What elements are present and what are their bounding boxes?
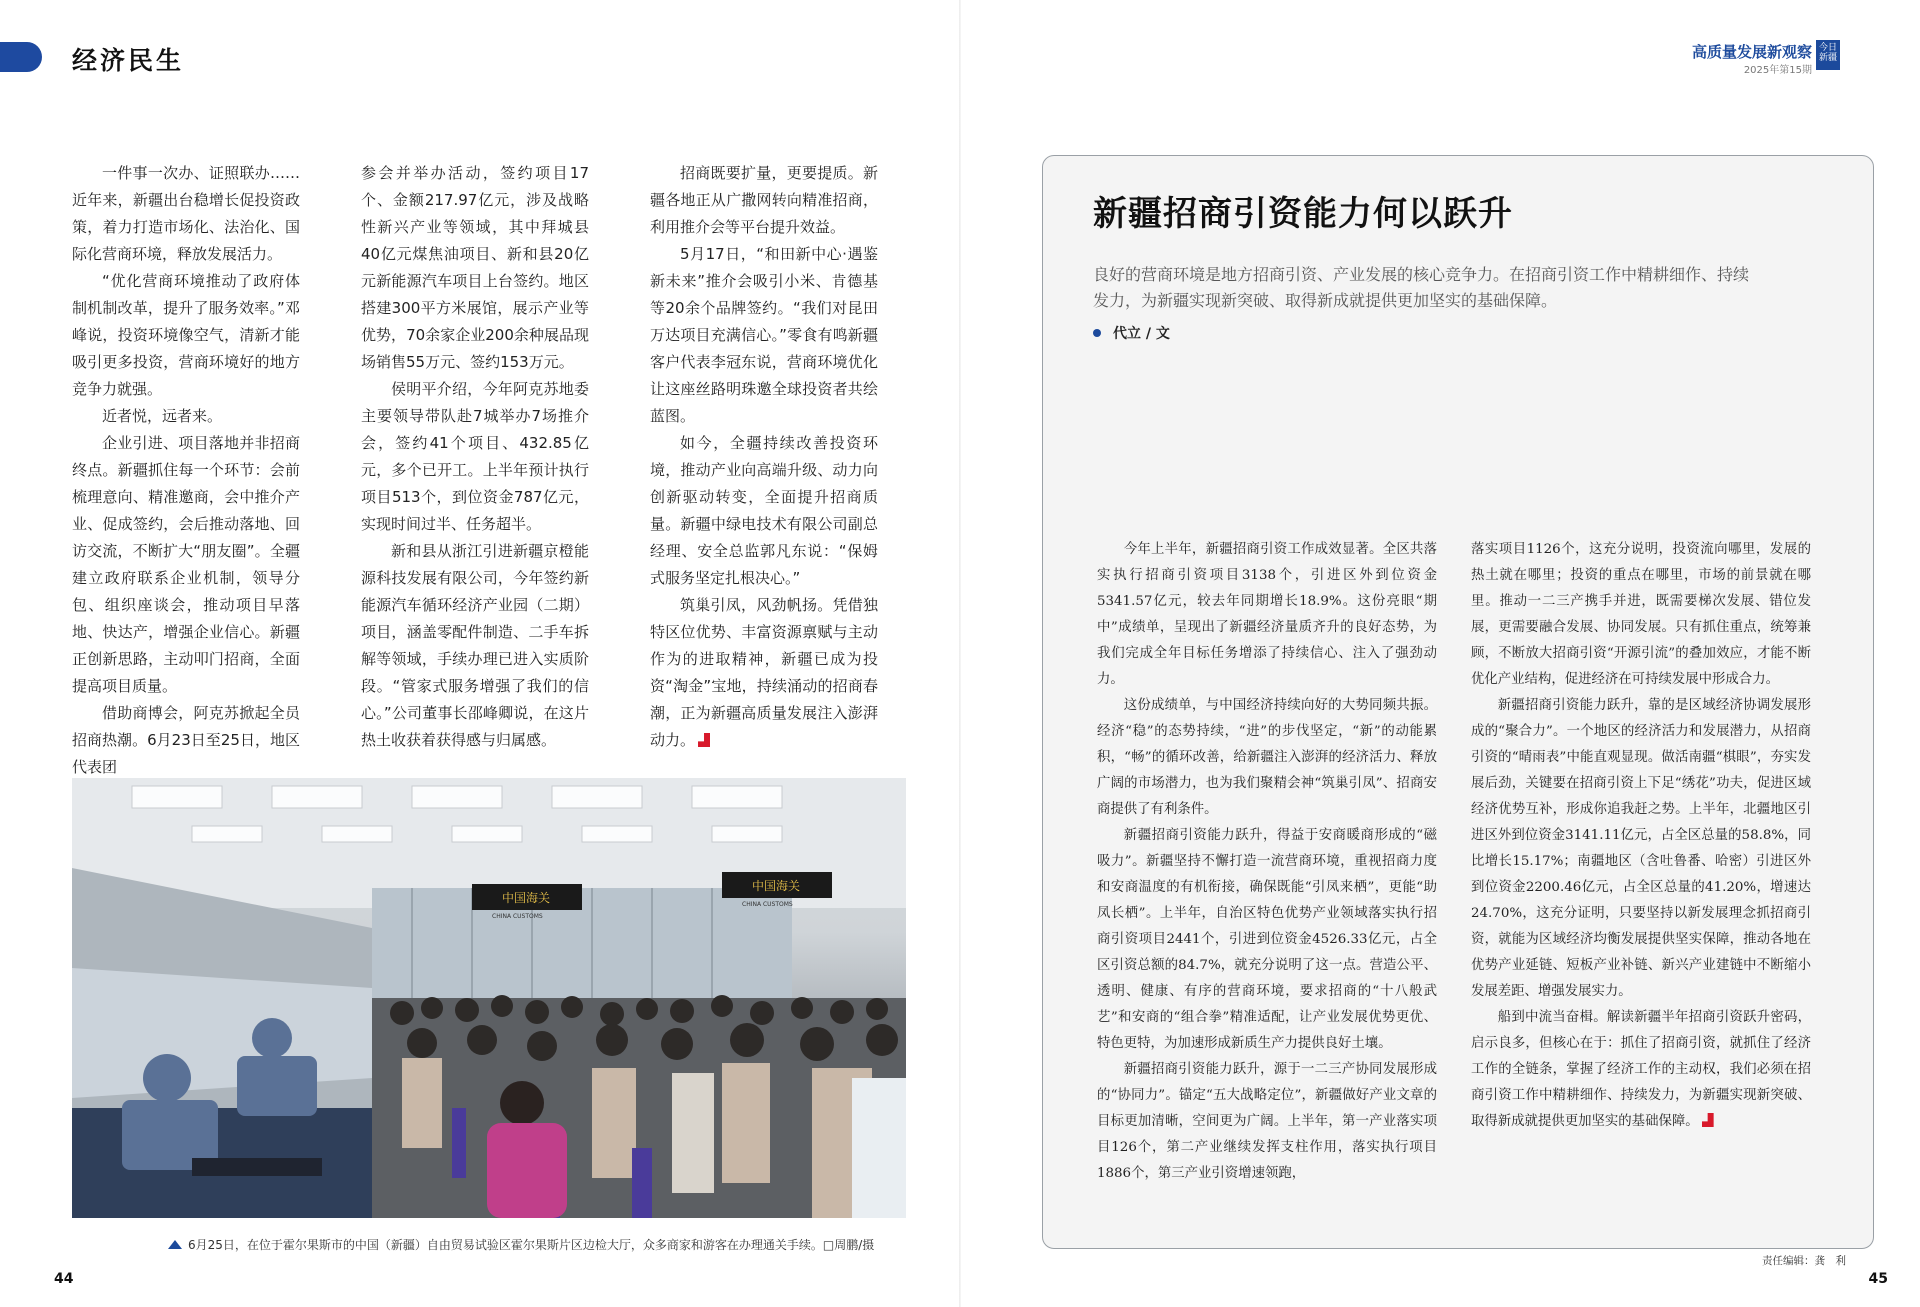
left-column-3 [650,160,878,754]
magazine-logo [1816,40,1840,70]
customs-sign-1-en: CHINA CUSTOMS [492,913,543,920]
end-mark-icon [698,733,710,747]
customs-sign-1: 中国海关 [502,891,551,905]
page-number-right: 45 [1868,1271,1888,1287]
left-column-2 [361,160,589,754]
paragraph: 新疆招商引资能力跃升，靠的是区域经济协调发展形成的“聚合力”。一个地区的经济活力和发展潜力，从招商引资的“晴雨表”中能直观显现。做活南疆“棋眼”，夯实发展后劲，关键要在招商引资上下足“绣花”功夫，促进区域经济优势互补，形成你追我赶之势。上半年，北疆地区引进区外到位资金3141.11亿元，占全区总量的58.8%，同比增长15.17%；南疆地区（含吐鲁番、哈密）引进区外到位资金2200.46亿元，占全区总量的41.20%，增速达24.70%，这充分证明，只要坚持以新发展理念抓招商引资，就能为区域经济均衡发展提供坚实保障，推动各地在优势产业延链、短板产业补链、新兴产业建链中不断缩小发展差距、增强发展实力。 [1471,698,1811,999]
series-header [1680,38,1840,76]
paragraph: 侯明平介绍，今年阿克苏地委主要领导带队赴7城举办7场推介会，签约41个项目、432.85亿元，多个已开工。上半年预计执行项目513个，到位资金787亿元，实现时间过半、任务超半。 [361,380,589,533]
paragraph: 新疆招商引资能力跃升，源于一二三产协同发展形成的“协同力”。锚定“五大战略定位”，新疆做好产业文章的目标更加清晰，空间更为广阔。上半年，第一产业落实项目126个，第二产业继续发挥支柱作用，落实执行项目1886个，第三产业引资增速领跑， [1097,1062,1437,1181]
logo-line-1: 今日 [1818,43,1837,53]
series-title: 高质量发展新观察 [1691,43,1812,61]
left-column-1 [72,160,300,781]
page-fold [959,0,961,1307]
customs-sign-2: 中国海关 [752,879,801,893]
bullet-dot-icon [1093,329,1101,337]
article-column-1 [1097,537,1437,1187]
paragraph: 今年上半年，新疆招商引资工作成效显著。全区共落实执行招商引资项目3138个，引进区外到位资金5341.57亿元，较去年同期增长18.9%。这份亮眼“期中”成绩单，呈现出了新疆经济量质齐升的良好态势，为我们完成全年目标任务增添了持续信心、注入了强劲动力。 [1097,542,1437,687]
byline-text: 代立 / 文 [1113,326,1170,342]
paragraph: 如今，全疆持续改善投资环境，推动产业向高端升级、动力向创新驱动转变，全面提升招商质量。新疆中绿电技术有限公司副总经理、安全总监郭凡东说：“保姆式服务坚定扎根决心。” [650,434,878,587]
section-tab-marker [0,42,42,72]
issue-number: 2025年第15期 [1743,65,1812,76]
paragraph-text: 筑巢引凤，风劲帆扬。凭借独特区位优势、丰富资源禀赋与主动作为的进取精神，新疆已成为投资“淘金”宝地，持续涌动的招商春潮，正为新疆高质量发展注入澎湃动力。 [650,596,878,749]
paragraph: 落实项目1126个，这充分说明，投资流向哪里，发展的热土就在哪里；投资的重点在哪里，市场的前景就在哪里。推动一二三产携手并进，既需要梯次发展、错位发展，更需要融合发展、协同发展。只有抓住重点，统筹兼顾，不断放大招商引资“开源引流”的叠加效应，才能不断优化产业结构，促进经济在可持续发展中形成合力。 [1471,542,1811,687]
paragraph: 新和县从浙江引进新疆京橙能源科技发展有限公司，今年签约新能源汽车循环经济产业园（二期）项目，涵盖零配件制造、二手车拆解等领域，手续办理已进入实质阶段。“管家式服务增强了我们的信心。”公司董事长邵峰卿说，在这片热土收获着获得感与归属感。 [361,542,589,749]
photo-caption: 6月25日，在位于霍尔果斯市的中国（新疆）自由贸易试验区霍尔果斯片区边检大厅，众多商家和游客在办理通关手续。□周鹏/摄 [188,1238,875,1252]
paragraph: 近者悦，远者来。 [102,407,223,425]
article-lead: 良好的营商环境是地方招商引资、产业发展的核心竞争力。在招商引资工作中精耕细作、持续发力，为新疆实现新突破、取得新成就提供更加坚实的基础保障。 [1093,265,1750,310]
article-title: 新疆招商引资能力何以跃升 [1093,194,1513,234]
page-number-left: 44 [54,1271,74,1287]
end-mark-icon [1702,1113,1714,1127]
responsible-editor: 责任编辑：龚 利 [1762,1255,1846,1267]
paragraph: “优化营商环境推动了政府体制机制改革，提升了服务效率。”邓峰说，投资环境像空气，清新才能吸引更多投资，营商环境好的地方竞争力就强。 [72,272,300,398]
paragraph: 借助商博会，阿克苏掀起全员招商热潮。6月23日至25日，地区代表团 [72,704,300,776]
caption-marker-icon [168,1240,182,1249]
customs-sign-2-en: CHINA CUSTOMS [742,901,793,908]
paragraph: 企业引进、项目落地并非招商终点。新疆抓住每一个环节：会前梳理意向、精准邀商，会中推介产业、促成签约，会后推动落地、回访交流，不断扩大“朋友圈”。全疆建立政府联系企业机制，领导分包、组织座谈会，推动项目早落地、快达产，增强企业信心。新疆正创新思路，主动叩门招商，全面提高项目质量。 [72,434,300,695]
paragraph: 5月17日，“和田新中心·遇鉴新未来”推介会吸引小米、肯德基等20余个品牌签约。“我们对昆田万达项目充满信心。”零食有鸣新疆客户代表李冠东说，营商环境优化让这座丝路明珠邀全球投资者共绘蓝图。 [650,245,878,425]
paragraph [650,592,878,754]
article-byline [1093,323,1170,343]
paragraph: 这份成绩单，与中国经济持续向好的大势同频共振。经济“稳”的态势持续，“进”的步伐坚定，“新”的动能累积，“畅”的循环改善，给新疆注入澎湃的经济活力、释放广阔的市场潜力，也为我们聚精会神“筑巢引凤”、招商安商提供了有利条件。 [1097,698,1437,817]
paragraph [1471,1005,1811,1135]
photo-illustration [72,778,906,1218]
paragraph: 招商既要扩量，更要提质。新疆各地正从广撒网转向精准招商，利用推介会等平台提升效益。 [650,164,878,236]
paragraph-text: 船到中流当奋楫。解读新疆半年招商引资跃升密码，启示良多，但核心在于：抓住了招商引资，就抓住了经济工作的全链条，掌握了经济工作的主动权，我们必须在招商引资工作中精耕细作、持续发力，为新疆实现新突破、取得新成就提供更加坚实的基础保障。 [1471,1010,1811,1129]
paragraph: 参会并举办活动，签约项目17个、金额217.97亿元，涉及战略性新兴产业等领域，其中拜城县40亿元煤焦油项目、新和县20亿元新能源汽车项目上台签约。地区搭建300平方米展馆，展示产业等优势，70余家企业200余种展品现场销售55万元、签约153万元。 [361,164,589,371]
section-title: 经济民生 [72,46,185,75]
customs-hall-photo [72,778,906,1218]
article-column-2 [1471,537,1811,1135]
logo-line-2: 新疆 [1818,53,1837,63]
paragraph: 新疆招商引资能力跃升，得益于安商暖商形成的“磁吸力”。新疆坚持不懈打造一流营商环境，重视招商力度和安商温度的有机衔接，确保既能“引凤来栖”，更能“助凤长栖”。上半年，自治区特色优势产业领域落实执行招商引资项目2441个，引进到位资金4526.33亿元，占全区引资总额的84.7%，就充分说明了这一点。营造公平、透明、健康、有序的营商环境，要求招商的“十八般武艺”和安商的“组合拳”精准适配，让产业发展优势更优、特色更特，为加速形成新质生产力提供良好土壤。 [1097,828,1437,1051]
paragraph: 一件事一次办、证照联办……近年来，新疆出台稳增长促投资政策，着力打造市场化、法治化、国际化营商环境，释放发展活力。 [72,164,300,263]
